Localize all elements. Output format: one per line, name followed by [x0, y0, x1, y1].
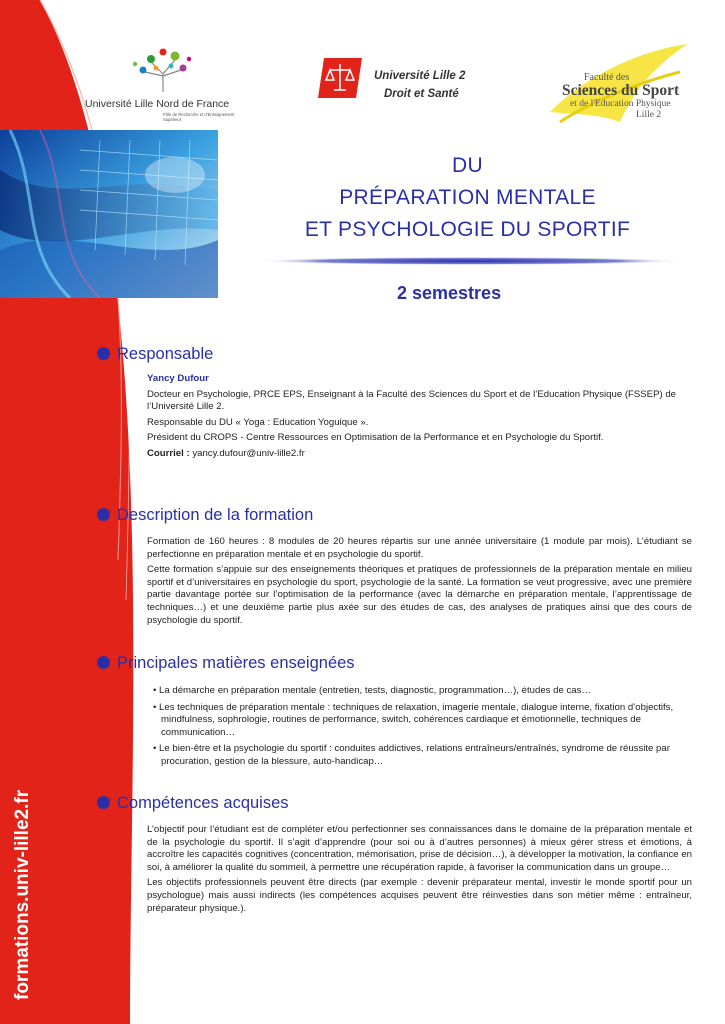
responsable-p3: Président du CROPS - Centre Ressources en Optimisation de la Performance et en Psychologie du Sportif. — [147, 432, 604, 444]
logo-faculte-sciences-sport — [540, 42, 690, 132]
section-competences-heading: Compétences acquises — [97, 794, 289, 813]
competences-p1: L’objectif pour l’étudiant est de compléter et/ou perfectionner ses connaissances dans le domaine de la préparation mentale et de la psychologie du sportif. Il s’agit d’apprendre (pour soi ou à d’autres personnes) à mieux gérer stress et émotions, à accroître les capacités cognitives (concentration, mémorisation, prise de décision…), à développer la motivation, la confiance en soi, à améliorer la qualité du sommeil, à permettre une récupération rapide, à favoriser la communication dans un groupe… — [147, 824, 692, 873]
title-line3: ET PSYCHOLOGIE DU SPORTIF — [304, 218, 631, 241]
description-p1: Formation de 160 heures : 8 modules de 20 heures répartis sur une année universitaire (1 module par mois). L’étudiant se perfectionne en préparation mentale et en psychologie du sportif. — [147, 536, 692, 560]
bullet-dot-icon — [97, 796, 110, 809]
section-description-heading: Description de la formation — [97, 506, 313, 525]
email-label: Courriel : — [147, 447, 190, 459]
list-item: • Les techniques de préparation mentale : techniques de relaxation, imagerie mentale, dialogue interne, fixation d’objectifs, mindfulness, sophrologie, routines de performance, switch, cohérences cardiaque et émotionnelle, techniques de communication… — [153, 701, 674, 738]
section-description-body — [147, 536, 692, 627]
section-matieres-heading: Principales matières enseignées — [97, 654, 355, 673]
list-item: • La démarche en préparation mentale (entretien, tests, diagnostic, programmation…), études de cas… — [153, 685, 591, 696]
tree-logo-icon — [123, 44, 203, 94]
title-separator — [255, 256, 685, 266]
scales-logo-icon — [318, 58, 362, 98]
fss-line4: Lille 2 — [636, 110, 662, 120]
title-line1: DU — [452, 154, 483, 177]
title-line2: PRÉPARATION MENTALE — [339, 186, 596, 209]
lille-nord-subtitle: Pôle de Recherche et d'Enseignement Supérieur — [163, 112, 235, 122]
fss-line2: Sciences du Sport — [562, 82, 680, 99]
competences-p2: Les objectifs professionnels peuvent être directs (par exemple : devenir préparateur mental, investir le monde sportif pour un psychologue) mais aussi indirects (les compétences acquises peuvent être réinvesties dans son métier même : entraîneur, préparateur physique.). — [147, 877, 692, 914]
description-p2: Cette formation s’appuie sur des enseignements théoriques et pratiques de professionnels de la préparation mentale en milieu sportif et d’universitaires en psychologie du sport, psychologie de la santé. La formation se veut progressive, avec une première partie davantage portée sur l’optimisation de la performance (avec la démarche en préparation mentale, l’apprentissage de techniques…) et une deuxième partie plus axée sur des études de cas, des analyses de pratiques ainsi que des cours de psychologie du sportif. — [147, 564, 692, 626]
bullet-dot-icon — [97, 656, 110, 669]
section-matieres-body — [147, 685, 692, 769]
responsable-p1: Docteur en Psychologie, PRCE EPS, Enseignant à la Faculté des Sciences du Sport et de l’Education Physique (FSSEP) de l’Université Lille 2. — [147, 388, 677, 413]
fss-line1: Faculté des — [584, 72, 630, 83]
fss-line3: et de l'Education Physique — [570, 99, 671, 109]
section-competences-body — [147, 824, 692, 915]
responsable-name: Yancy Dufour — [147, 373, 209, 384]
bullet-dot-icon — [97, 508, 110, 521]
list-item: • Le bien-être et la psychologie du sportif : conduites addictives, relations entraîneurs/entraînés, syndrome de réussite par procuration, gestion de la blessure, auto-handicap… — [153, 743, 670, 767]
section-responsable-body — [147, 373, 692, 461]
bullet-dot-icon — [97, 347, 110, 360]
droit-line2: Droit et Santé — [384, 88, 459, 100]
responsable-email-line — [147, 448, 692, 461]
section-responsable-heading: Responsable — [97, 345, 213, 364]
lille-nord-title: Université Lille Nord de France — [85, 98, 230, 110]
responsable-p2: Responsable du DU « Yoga : Education Yoguique ». — [147, 416, 369, 428]
vertical-url[interactable]: formations.univ-lille2.fr — [12, 789, 33, 1000]
sport-photo — [0, 130, 218, 298]
duration: 2 semestres — [397, 283, 502, 303]
email-link[interactable]: yancy.dufour@univ-lille2.fr — [189, 447, 305, 459]
droit-line1: Université Lille 2 — [374, 70, 466, 82]
